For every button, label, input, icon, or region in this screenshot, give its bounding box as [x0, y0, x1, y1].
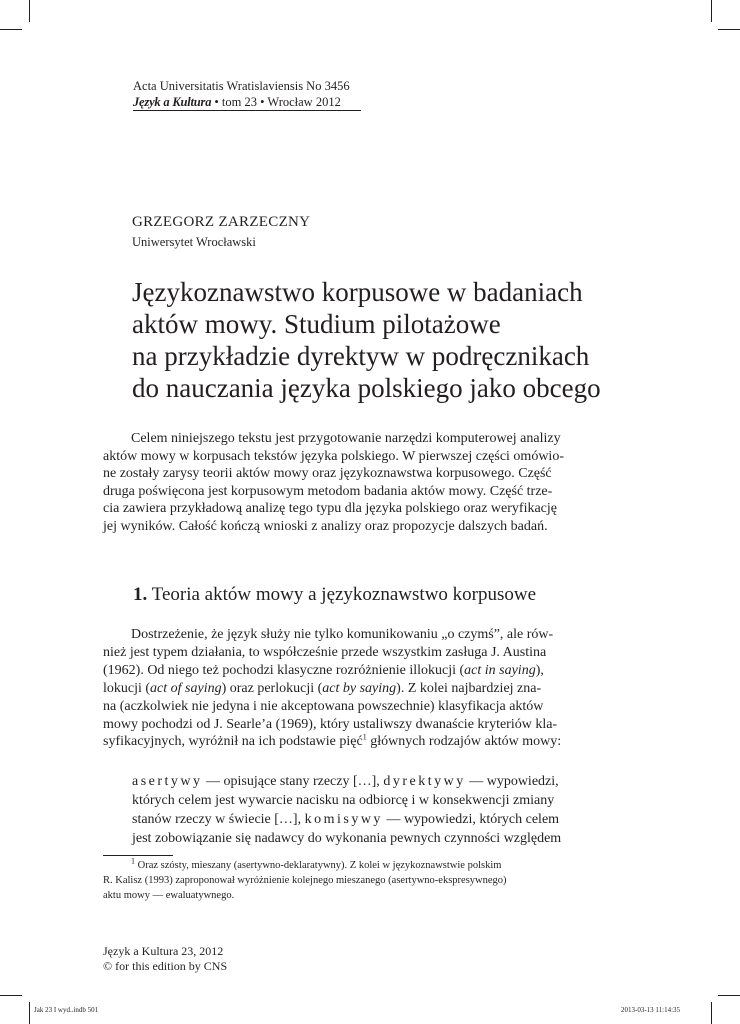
- body-line: [103, 733, 613, 751]
- body-paragraph: [103, 626, 613, 751]
- spaced-term: asertywy: [132, 774, 203, 789]
- body-line: [103, 662, 613, 680]
- volume: tom 23: [221, 95, 257, 109]
- footnote-line: R. Kalisz (1993) zaproponował wyróżnienie kolejnego mieszanego (asertywno-ekspresywnego): [103, 875, 507, 886]
- spaced-term: dyrektywy: [383, 774, 466, 789]
- crop-mark: [718, 29, 740, 30]
- slug-timestamp: 2013-03-13 11:14:35: [621, 1006, 681, 1014]
- header-rule: [133, 110, 361, 111]
- text-run: (1962). Od niego też pochodzi klasyczne rozróżnienie illokucji (: [103, 662, 465, 678]
- quote-line: których celem jest wywarcie nacisku na odbiorcę i w konsekwencji zmiany: [132, 793, 555, 808]
- title-line: na przykładzie dyrektyw w podręcznikach: [132, 341, 590, 371]
- text-run: Oraz szósty, mieszany (asertywno-deklaratywny). Z kolei w językoznawstwie polskim: [135, 860, 502, 871]
- term-italic: act in saying: [464, 662, 536, 678]
- bullet: •: [214, 95, 219, 109]
- footnote-reference[interactable]: 1: [362, 732, 367, 742]
- copyright-line: Język a Kultura 23, 2012: [103, 944, 224, 958]
- abstract: [103, 430, 613, 536]
- title-line: aktów mowy. Studium pilotażowe: [132, 309, 501, 339]
- text-run: ). Z kolei najbardziej zna-: [396, 680, 542, 696]
- author-name: GRZEGORZ ZARZECZNY: [132, 214, 311, 230]
- footnote-rule: [103, 855, 173, 856]
- body-line: mowy pochodzi od J. Searle’a (1969), który ustaliwszy dwanaście kryteriów kla-: [103, 716, 558, 732]
- bullet: •: [260, 95, 265, 109]
- slug-file: Jak 23 I wyd..indb 501: [34, 1006, 99, 1014]
- text-run: — wypowiedzi,: [465, 774, 559, 789]
- text-run: — opisujące stany rzeczy […],: [202, 774, 384, 789]
- abstract-line: druga poświęcona jest korpusowym metodom badania aktów mowy. Część trze-: [103, 483, 553, 499]
- text-run: — wypowiedzi, których celem: [382, 812, 560, 827]
- block-quote: [132, 772, 614, 848]
- article-title: [132, 276, 652, 404]
- text-run: głównych rodzajów aktów mowy:: [366, 734, 562, 750]
- crop-mark: [29, 1002, 30, 1024]
- title-line: do nauczania języka polskiego jako obcego: [132, 373, 601, 403]
- abstract-line: jej wyników. Całość kończą wnioski z analizy oraz propozycje dalszych badań.: [103, 518, 548, 534]
- footnote-line: [103, 858, 613, 873]
- abstract-line: aktów mowy w korpusach tekstów języka polskiego. W pierwszej części omówio-: [103, 448, 564, 464]
- crop-mark: [718, 995, 740, 996]
- section-title: Teoria aktów mowy a językoznawstwo korpusowe: [151, 584, 537, 605]
- footnote: [103, 858, 613, 903]
- crop-mark: [29, 0, 30, 22]
- journal-header: [133, 78, 350, 110]
- copyright-line: © for this edition by CNS: [103, 959, 228, 973]
- term-italic: act by saying: [322, 680, 397, 696]
- author-affiliation: Uniwersytet Wrocławski: [132, 235, 256, 249]
- body-line: nież jest typem działania, to współcześnie przede wszystkim zasługa J. Austina: [103, 644, 547, 660]
- quote-line: [132, 772, 614, 791]
- text-run: syfikacyjnych, wyróżnił na ich podstawie pięć: [103, 734, 363, 750]
- text-run: ),: [535, 662, 544, 678]
- abstract-line: ne zostały zarysy teorii aktów mowy oraz językoznawstwa korpusowego. Część: [103, 466, 552, 482]
- crop-mark: [711, 1002, 712, 1024]
- body-line: Dostrzeżenie, że język służy nie tylko komunikowaniu „o czymś”, ale rów-: [131, 627, 554, 642]
- text-run: ) oraz perlokucji (: [221, 680, 323, 696]
- section-number: 1.: [133, 584, 148, 605]
- text-run: lokucji (: [103, 680, 151, 696]
- crop-mark: [0, 29, 22, 30]
- abstract-line: cia zawiera przykładową analizę tego typu dla języka polskiego oraz weryfikację: [103, 501, 558, 517]
- series-line: Acta Universitatis Wratislaviensis No 3456: [133, 79, 350, 93]
- term-italic: act of saying: [150, 680, 222, 696]
- text-run: stanów rzeczy w świecie […],: [132, 812, 305, 827]
- abstract-line: Celem niniejszego tekstu jest przygotowanie narzędzi komputerowej analizy: [131, 431, 561, 446]
- body-line: na (aczkolwiek nie jedyna i nie akceptowana powszechnie) klasyfikacja aktów: [103, 698, 544, 714]
- place-year: Wrocław 2012: [267, 95, 341, 109]
- journal-line: [133, 94, 350, 110]
- footnote-line: aktu mowy — ewaluatywnego.: [103, 890, 235, 901]
- spaced-term: komisywy: [304, 812, 383, 827]
- crop-mark: [0, 995, 22, 996]
- title-line: Językoznawstwo korpusowe w badaniach: [132, 277, 583, 307]
- footnote-marker: 1: [131, 856, 135, 866]
- section-heading: [133, 584, 536, 606]
- crop-mark: [711, 0, 712, 22]
- quote-line: jest zobowiązanie się nadawcy do wykonania pewnych czynności względem: [132, 831, 562, 846]
- copyright-notice: [103, 944, 227, 974]
- quote-line: [132, 810, 614, 829]
- body-line: [103, 680, 613, 698]
- journal-name: Język a Kultura: [133, 95, 212, 109]
